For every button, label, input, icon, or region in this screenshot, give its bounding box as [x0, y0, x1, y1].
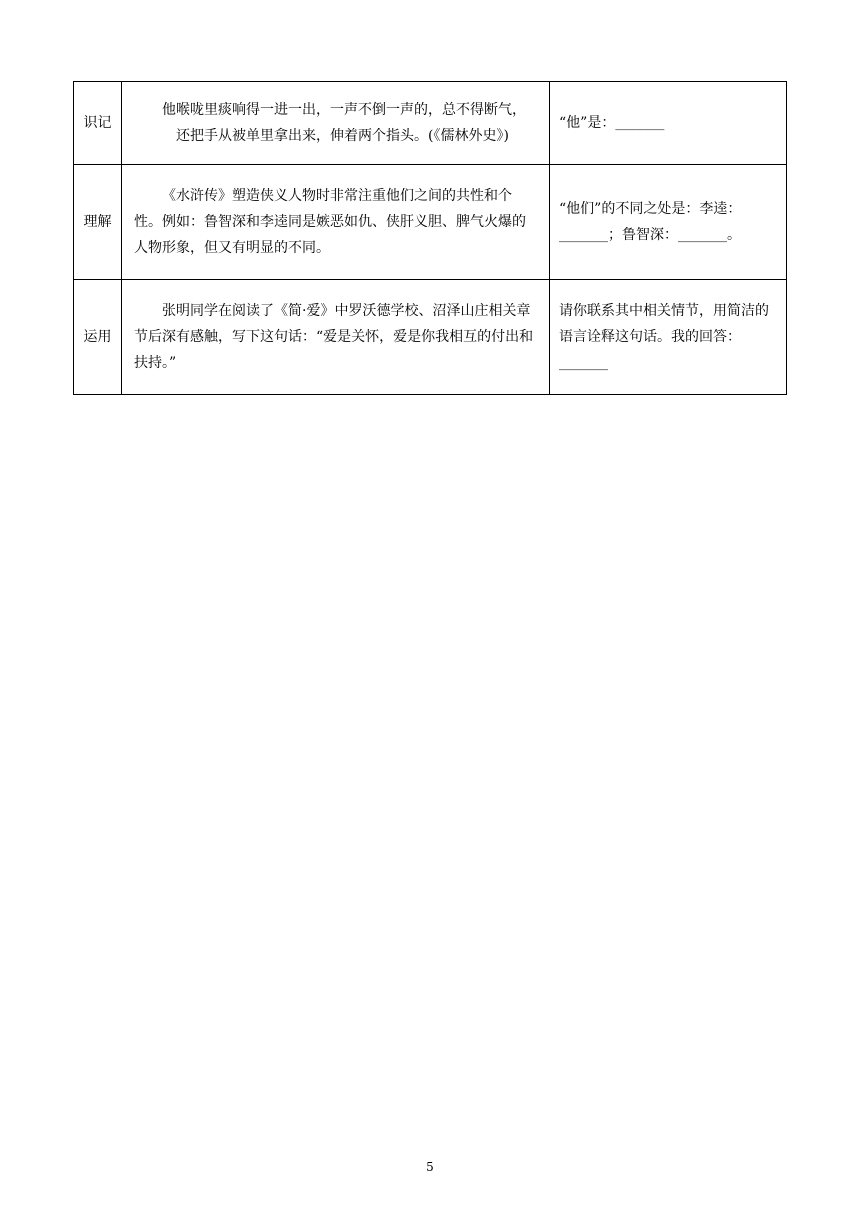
passage-cell: 《水浒传》塑造侠义人物时非常注重他们之间的共性和个性。例如：鲁智深和李逵同是嫉恶如仇、侠肝义胆、脾气火爆的人物形象，但又有明显的不同。 [122, 165, 550, 280]
table-row [74, 280, 787, 395]
passage-line: 还把手从被单里拿出来，伸着两个指头。(《儒林外史》) [176, 128, 509, 144]
task-cell: 请你联系其中相关情节，用简洁的语言诠释这句话。我的回答：_______ [550, 280, 787, 395]
passage-line: 他喉咙里痰响得一进一出，一声不倒一声的，总不得断气， [162, 102, 526, 118]
category-cell: 运用 [74, 280, 122, 395]
passage-cell [122, 82, 550, 165]
category-cell: 理解 [74, 165, 122, 280]
category-cell: 识记 [74, 82, 122, 165]
table-row [74, 165, 787, 280]
passage-cell: 张明同学在阅读了《简·爱》中罗沃德学校、沼泽山庄相关章节后深有感触，写下这句话：“爱是关怀，爱是你我相互的付出和扶持。” [122, 280, 550, 395]
question-table [73, 81, 787, 395]
task-cell: “他们”的不同之处是：李逵：_______；鲁智深：_______。 [550, 165, 787, 280]
task-cell: “他”是：_______ [550, 82, 787, 165]
page-number: 5 [426, 1160, 434, 1174]
table-row [74, 82, 787, 165]
